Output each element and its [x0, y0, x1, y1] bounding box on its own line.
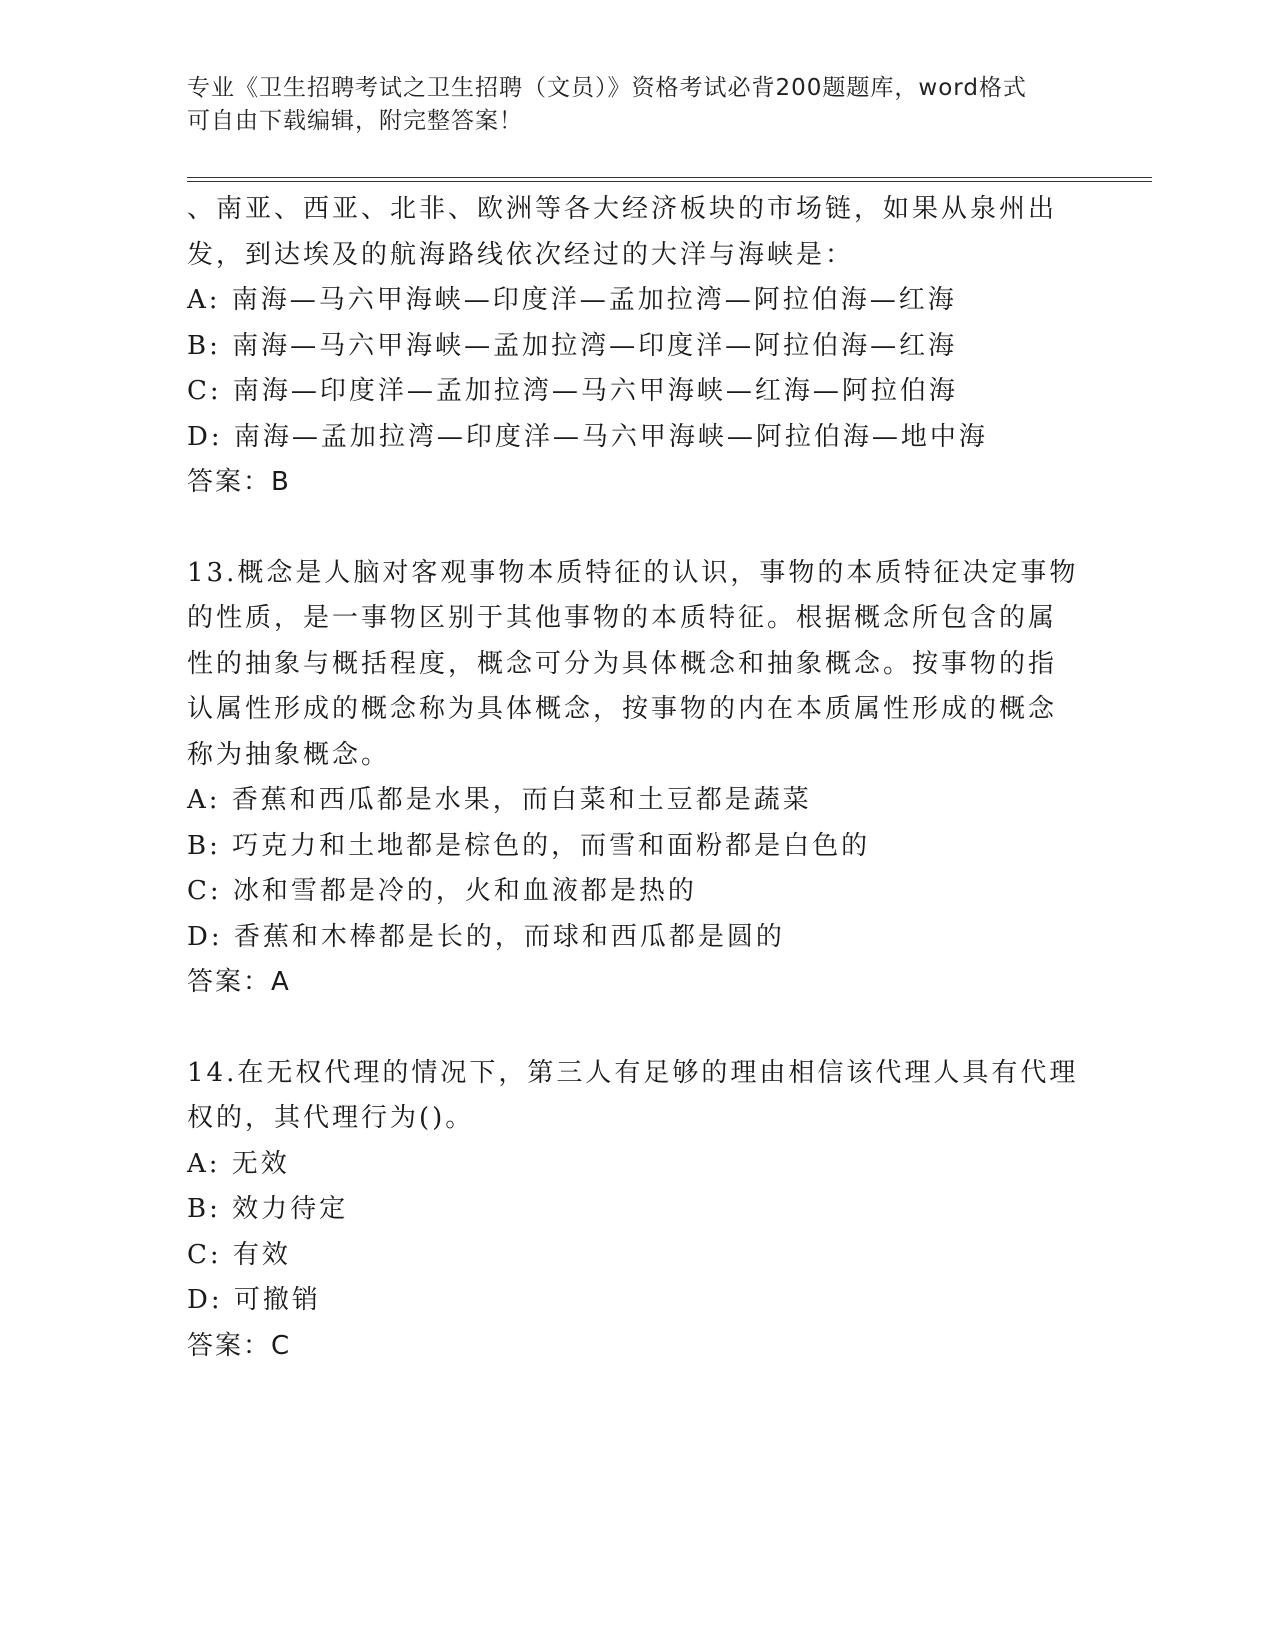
- question-content: [187, 187, 1087, 1369]
- answer-label: 答案：C: [187, 1330, 292, 1361]
- option-c: C: 有效: [187, 1239, 291, 1270]
- question-13: [187, 551, 1087, 1006]
- question-text-line: 称为抽象概念。: [187, 739, 391, 770]
- spacer: [187, 506, 1087, 551]
- option-b: B: 巧克力和土地都是棕色的，而雪和面粉都是白色的: [187, 830, 871, 861]
- option-d: D: 南海—孟加拉湾—印度洋—马六甲海峡—阿拉伯海—地中海: [187, 421, 988, 452]
- spacer: [187, 1006, 1087, 1051]
- header-line-1: 专业《卫生招聘考试之卫生招聘（文员）》资格考试必背200题题库，word格式: [187, 75, 1027, 101]
- option-c: C: 南海—印度洋—孟加拉湾—马六甲海峡—红海—阿拉伯海: [187, 376, 958, 406]
- option-c: C: 冰和雪都是冷的，火和血液都是热的: [187, 876, 697, 906]
- question-text-line: 、南亚、西亚、北非、欧洲等各大经济板块的市场链，如果从泉州出: [187, 194, 1058, 224]
- header-divider-bottom: [187, 181, 1152, 182]
- option-d: D: 香蕉和木棒都是长的，而球和西瓜都是圆的: [187, 921, 785, 952]
- question-text-line: 发，到达埃及的航海路线依次经过的大洋与海峡是：: [187, 239, 855, 270]
- option-d: D: 可撤销: [187, 1285, 321, 1315]
- option-a: A: 南海—马六甲海峡—印度洋—孟加拉湾—阿拉伯海—红海: [187, 285, 957, 315]
- option-b: B: 南海—马六甲海峡—孟加拉湾—印度洋—阿拉伯海—红海: [187, 330, 958, 361]
- document-header: [187, 72, 1087, 138]
- option-a: A: 无效: [187, 1148, 290, 1179]
- question-text-line: 权的，其代理行为()。: [187, 1103, 475, 1133]
- question-text-line: 的性质，是一事物区别于其他事物的本质特征。根据概念所包含的属: [187, 603, 1058, 633]
- question-text-line: 13.概念是人脑对客观事物本质特征的认识，事物的本质特征决定事物: [187, 557, 1079, 588]
- option-b: B: 效力待定: [187, 1194, 349, 1224]
- question-text-line: 认属性形成的概念称为具体概念，按事物的内在本质属性形成的概念: [187, 694, 1058, 724]
- question-14: [187, 1051, 1087, 1370]
- answer-label: 答案：A: [187, 967, 291, 997]
- question-text-line: 14.在无权代理的情况下，第三人有足够的理由相信该代理人具有代理: [187, 1057, 1079, 1088]
- question-12: [187, 187, 1087, 506]
- question-text-line: 性的抽象与概括程度，概念可分为具体概念和抽象概念。按事物的指: [187, 648, 1058, 679]
- header-divider-top: [187, 177, 1152, 178]
- header-line-2: 可自由下载编辑，附完整答案！: [187, 108, 523, 134]
- option-a: A: 香蕉和西瓜都是水果，而白菜和土豆都是蔬菜: [187, 785, 812, 815]
- answer-label: 答案：B: [187, 467, 291, 497]
